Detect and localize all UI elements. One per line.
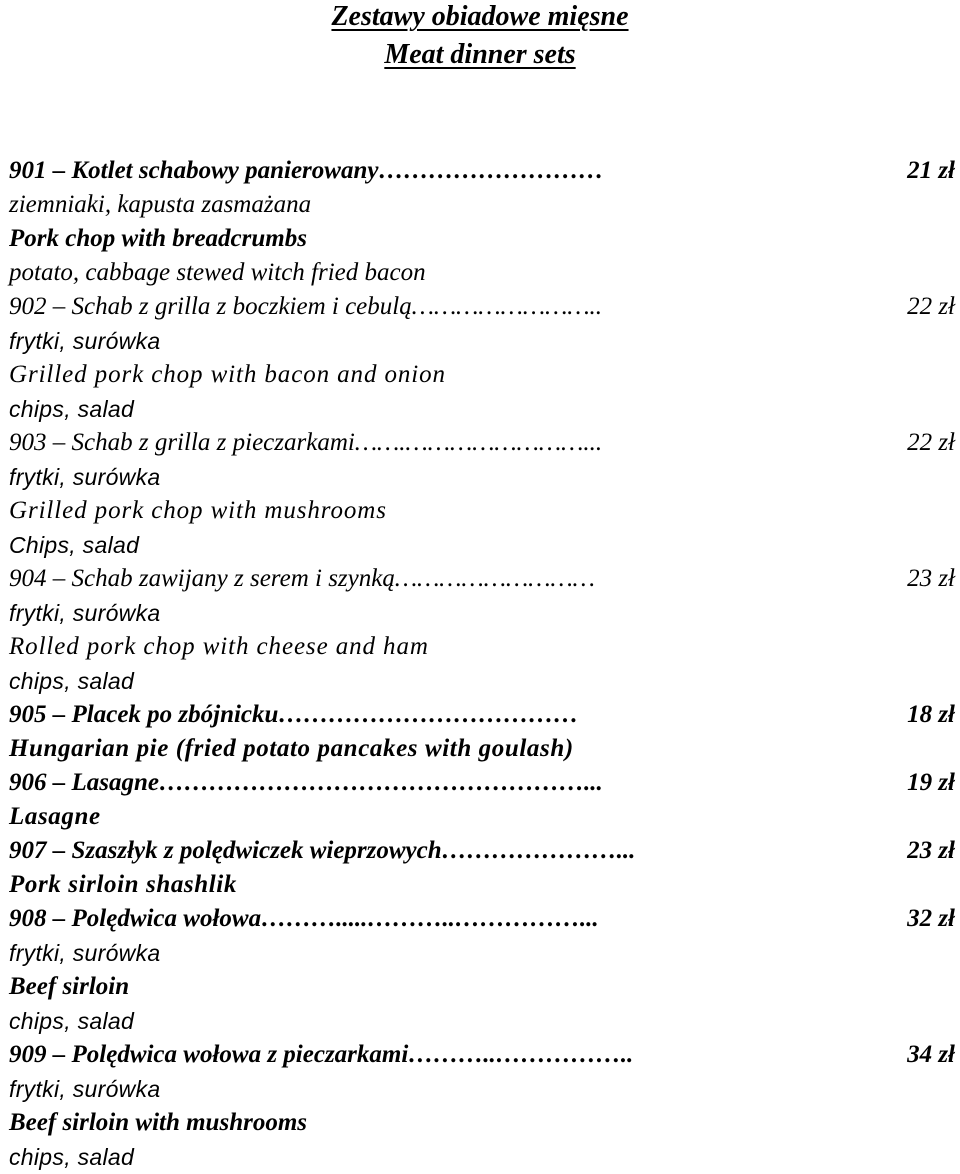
- menu-item-906-english: [9, 800, 955, 834]
- item-name-english: Lasagne: [9, 803, 101, 830]
- item-price: 19 zł: [907, 769, 955, 796]
- menu-item-903-sides-english: [9, 528, 955, 562]
- menu-item-904: [9, 562, 955, 596]
- item-side-english: potato, cabbage stewed witch fried bacon: [9, 259, 426, 286]
- item-price: 23 zł: [907, 565, 955, 592]
- item-side-english: chips, salad: [9, 1008, 135, 1034]
- menu-list: [9, 154, 955, 1174]
- menu-item-908-sides-english: [9, 1004, 955, 1038]
- item-name-english: Beef sirloin with mushrooms: [9, 1109, 307, 1136]
- menu-item-904-sides-english: [9, 664, 955, 698]
- item-side-polish: frytki, surówka: [9, 328, 161, 354]
- item-price: 21 zł: [907, 157, 955, 184]
- item-price: 18 zł: [907, 701, 955, 728]
- menu-item-909: [9, 1038, 955, 1072]
- item-name-english: Rolled pork chop with cheese and ham: [9, 633, 429, 660]
- item-name-english: Grilled pork chop with bacon and onion: [9, 361, 446, 388]
- item-heading: 907 – Szaszłyk z polędwiczek wieprzowych…………………...: [9, 837, 636, 864]
- menu-item-909-english: [9, 1106, 955, 1140]
- item-side-english: chips, salad: [9, 668, 135, 694]
- menu-item-905: [9, 698, 955, 732]
- item-side-polish: frytki, surówka: [9, 1076, 161, 1102]
- item-side-polish: frytki, surówka: [9, 940, 161, 966]
- menu-item-907-english: [9, 868, 955, 902]
- menu-item-903: [9, 426, 955, 460]
- menu-item-909-sides: [9, 1072, 955, 1106]
- item-price: 22 zł: [907, 293, 955, 320]
- item-heading: 904 – Schab zawijany z serem i szynką………………………: [9, 565, 595, 592]
- item-name-english: Pork sirloin shashlik: [9, 871, 237, 898]
- title-english: Meat dinner sets: [384, 39, 576, 70]
- menu-item-901-sides-english: [9, 256, 955, 290]
- item-price: 32 zł: [907, 905, 955, 932]
- menu-item-901-english: [9, 222, 955, 256]
- item-heading: 908 – Polędwica wołowa……….....………..……………...: [9, 905, 599, 932]
- menu-item-902-sides: [9, 324, 955, 358]
- menu-item-902-sides-english: [9, 392, 955, 426]
- menu-item-903-sides: [9, 460, 955, 494]
- menu-item-905-english: [9, 732, 955, 766]
- item-price: 23 zł: [907, 837, 955, 864]
- item-heading: 903 – Schab z grilla z pieczarkami…….……………………...: [9, 429, 603, 456]
- item-side-english: Chips, salad: [9, 532, 140, 558]
- item-heading: 902 – Schab z grilla z boczkiem i cebulą……………………..: [9, 293, 603, 320]
- menu-item-902: [9, 290, 955, 324]
- item-side-english: chips, salad: [9, 1144, 135, 1170]
- menu-item-901: [9, 154, 955, 188]
- menu-item-902-english: [9, 358, 955, 392]
- item-side-english: chips, salad: [9, 396, 135, 422]
- item-name-english: Pork chop with breadcrumbs: [9, 225, 307, 252]
- title-polish: Zestawy obiadowe mięsne: [331, 1, 629, 32]
- item-name-english: Hungarian pie (fried potato pancakes with goulash): [9, 735, 574, 762]
- menu-item-908-english: [9, 970, 955, 1004]
- menu-item-909-sides-english: [9, 1140, 955, 1174]
- item-heading: 901 – Kotlet schabowy panierowany………………………: [9, 157, 604, 184]
- item-name-english: Beef sirloin: [9, 973, 130, 1000]
- menu-item-901-sides: [9, 188, 955, 222]
- menu-item-903-english: [9, 494, 955, 528]
- item-side-polish: frytki, surówka: [9, 600, 161, 626]
- item-heading: 909 – Polędwica wołowa z pieczarkami………..……………..: [9, 1041, 634, 1068]
- item-side-polish: ziemniaki, kapusta zasmażana: [9, 191, 312, 218]
- menu-item-908-sides: [9, 936, 955, 970]
- menu-item-904-english: [9, 630, 955, 664]
- item-name-english: Grilled pork chop with mushrooms: [9, 497, 387, 524]
- item-price: 34 zł: [907, 1041, 955, 1068]
- menu-item-908: [9, 902, 955, 936]
- menu-item-906: [9, 766, 955, 800]
- menu-item-904-sides: [9, 596, 955, 630]
- item-heading: 906 – Lasagne……………………………………………...: [9, 769, 603, 796]
- menu-item-907: [9, 834, 955, 868]
- item-side-polish: frytki, surówka: [9, 464, 161, 490]
- item-heading: 905 – Placek po zbójnicku………………………………: [9, 701, 579, 728]
- item-price: 22 zł: [907, 429, 955, 456]
